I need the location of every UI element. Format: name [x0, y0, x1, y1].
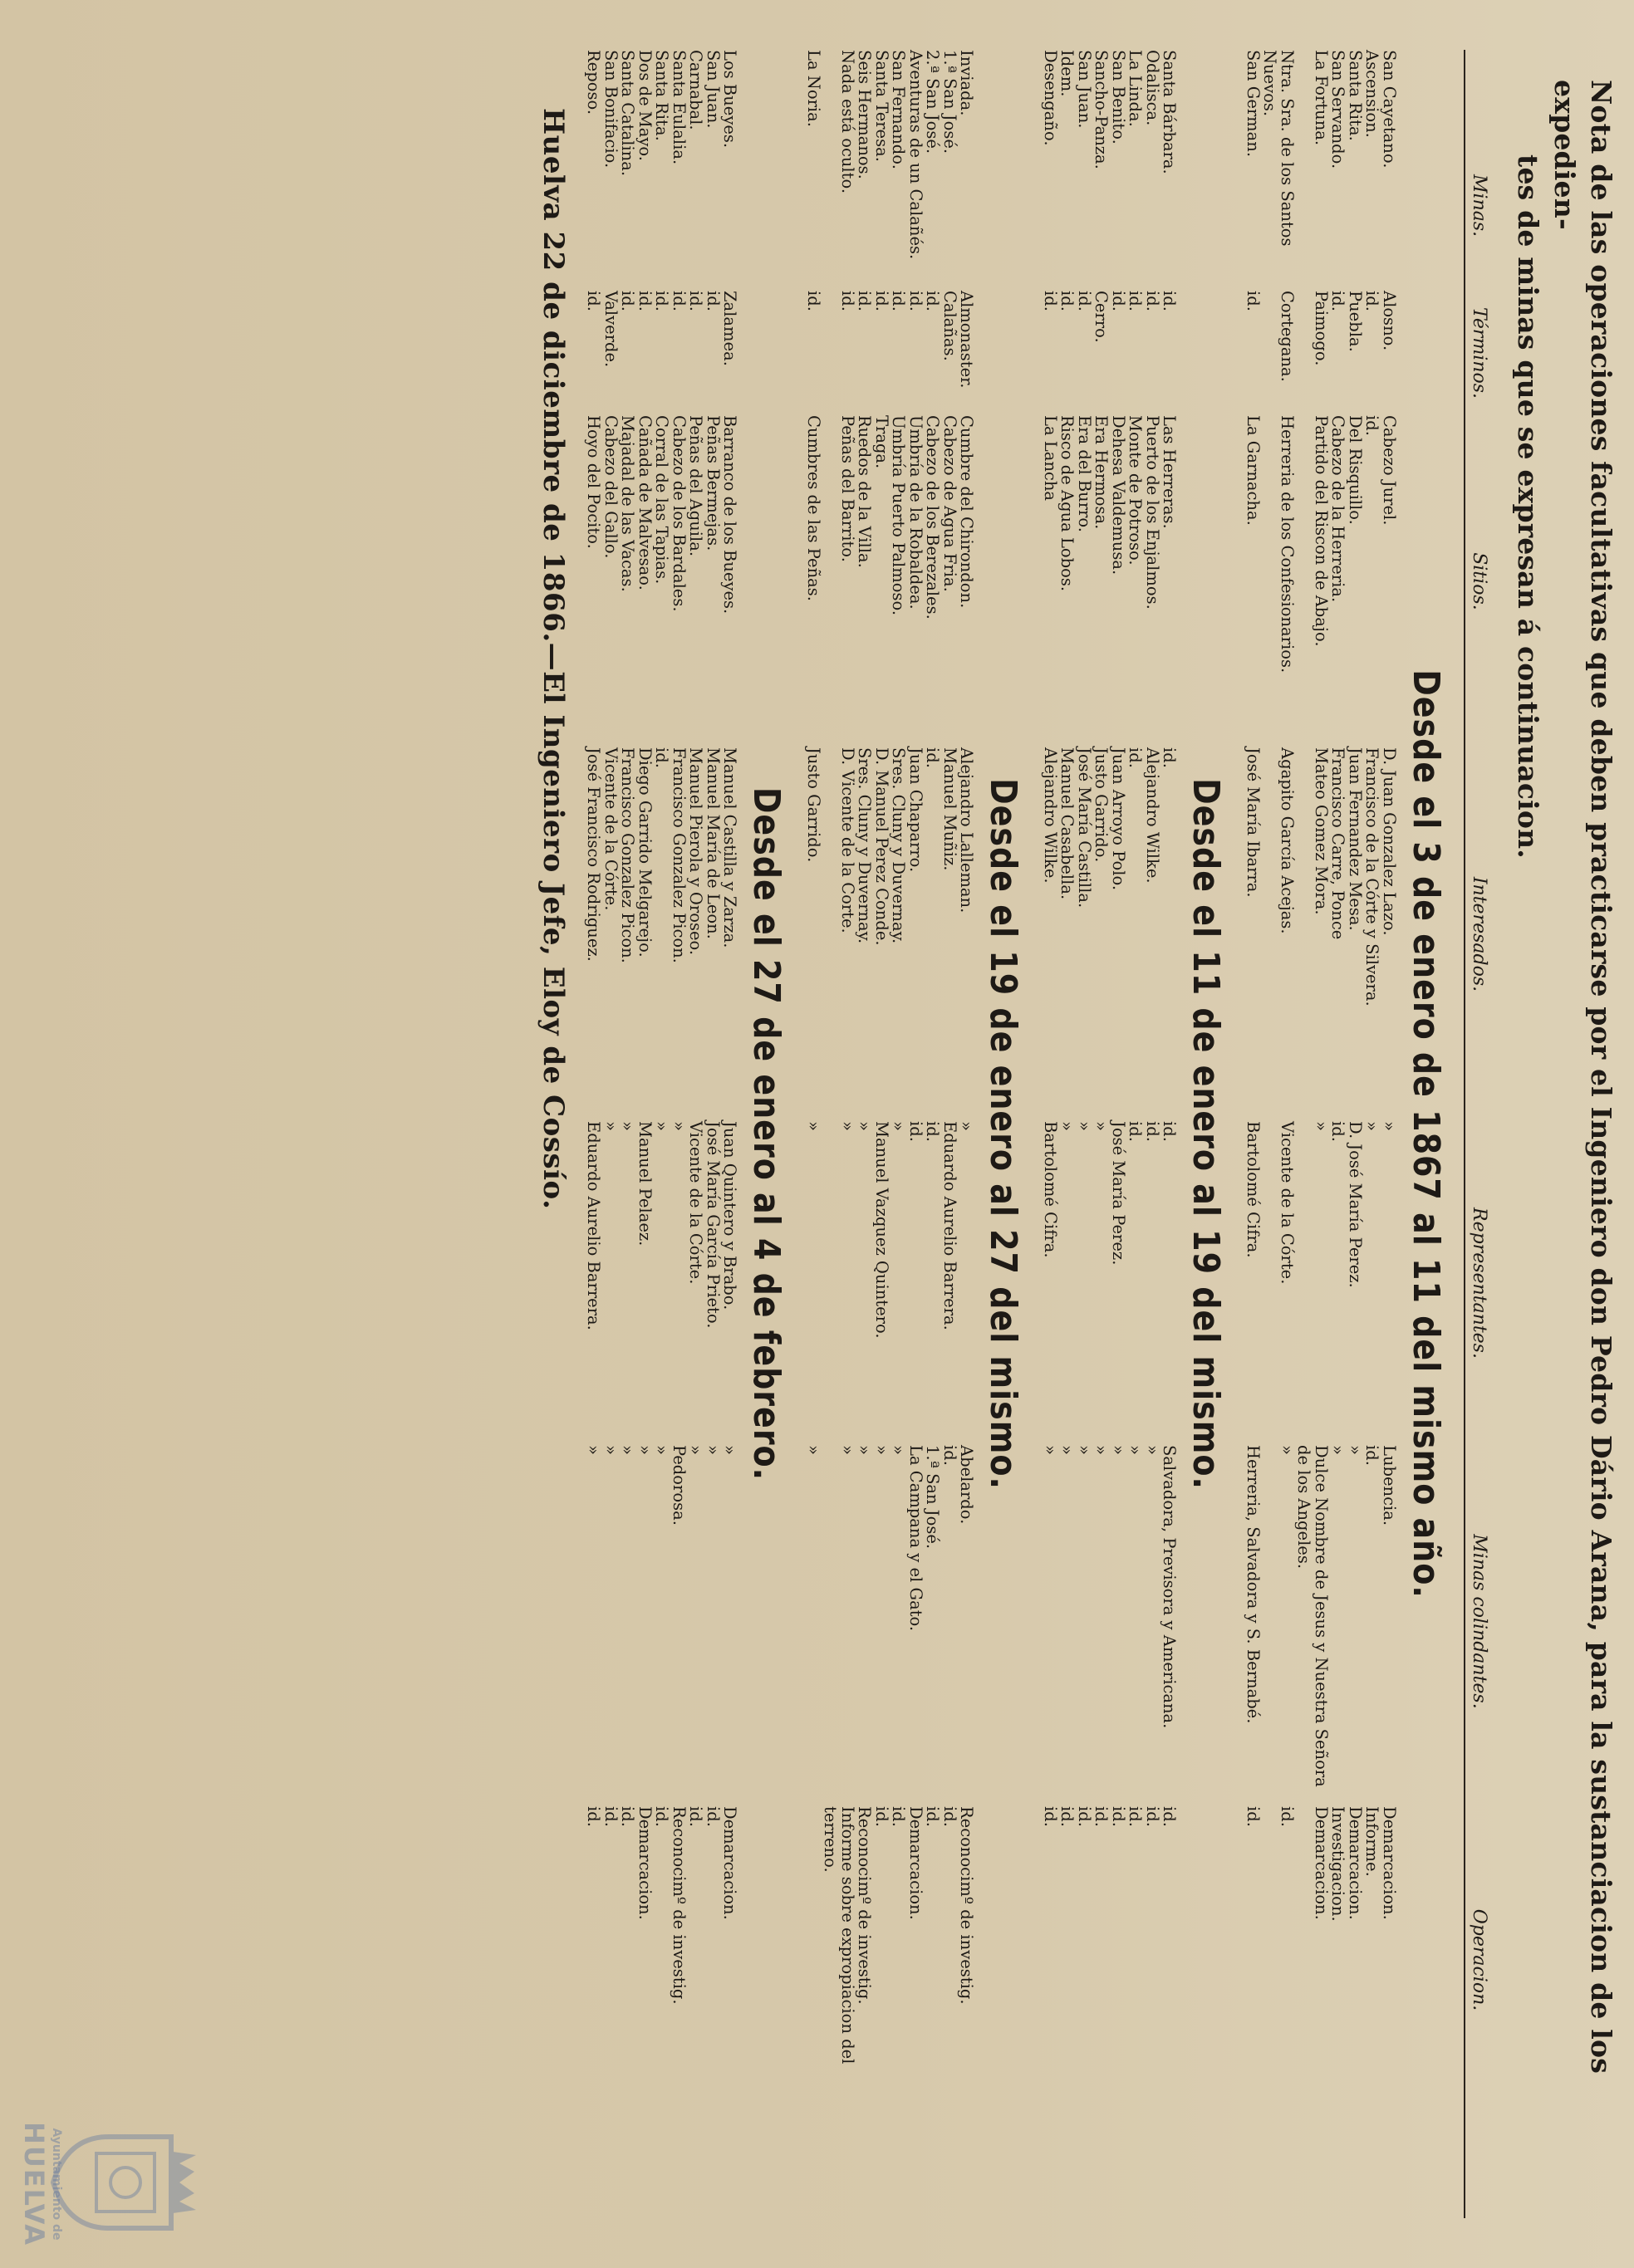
cell-operacion: Demarcacion. [906, 1806, 925, 1920]
section-title: Desde el 19 de enero al 27 del mismo. [983, 778, 1025, 1490]
cell-termino: Cortegana. [1278, 291, 1297, 382]
column-header-representantes: Representantes. [1469, 1207, 1489, 1359]
cell-mina: Santa Teresa. [872, 50, 891, 162]
section-title: Desde el 11 de enero al 19 del mismo. [1185, 778, 1228, 1490]
cell-mina: Odalisca. [1143, 50, 1162, 126]
table-row [687, 50, 704, 2218]
table-row [619, 50, 636, 2218]
column-header-minas-colindantes: Minas colindantes. [1469, 1534, 1489, 1709]
cell-representante: » [1312, 1121, 1331, 1131]
table-row [907, 50, 925, 2218]
cell-sitio: Peñas Bermejas. [704, 415, 723, 551]
cell-interesado: Alejandro Wilke. [1143, 747, 1162, 884]
cell-interesado: Juan Chaparro. [906, 747, 925, 873]
cell-interesado: id. [652, 747, 672, 768]
cell-sitio: Cabezo Jurel. [1380, 415, 1399, 526]
cell-operacion: id. [940, 1806, 959, 1827]
cell-mina: San Juan. [1075, 50, 1094, 129]
cell-representante: id. [923, 1121, 943, 1142]
cell-operacion: id. [1160, 1806, 1180, 1827]
table-row [1144, 50, 1161, 2218]
cell-representante: Eduardo Aurelio Barrera. [940, 1121, 959, 1330]
cell-interesado: Alejandro Wilke. [1041, 747, 1060, 884]
cell-operacion: id. [872, 1806, 891, 1827]
table-row [1076, 50, 1093, 2218]
cell-operacion: Demarcacion. [635, 1806, 655, 1920]
cell-representante: D. José María Perez. [1346, 1121, 1365, 1288]
cell-mina: Los Bueyes. [720, 50, 740, 149]
cell-interesado: José María Castilla. [1075, 747, 1094, 909]
cell-termino: id. [686, 291, 706, 311]
cell-minas-colindantes: » [1126, 1445, 1146, 1455]
column-header-sitios: Sitios. [1469, 552, 1489, 610]
cell-mina: Reposo. [584, 50, 604, 115]
cell-operacion: id. [923, 1806, 943, 1827]
cell-representante: » [618, 1121, 638, 1131]
cell-termino: Alosno. [1380, 291, 1399, 351]
cell-operacion: id. [584, 1806, 604, 1827]
cell-mina: San Fernando. [889, 50, 909, 169]
cell-termino: id. [704, 291, 723, 311]
cell-minas-colindantes: » [889, 1445, 909, 1455]
table-row [1329, 50, 1347, 2218]
cell-minas-colindantes: » [838, 1445, 857, 1455]
cell-termino: id. [1075, 291, 1094, 311]
cell-minas-colindantes: Salvadora, Previsora y Americana. [1160, 1445, 1180, 1729]
cell-termino: id. [872, 291, 891, 311]
cell-termino: id. [838, 291, 857, 311]
cell-termino: id. [1126, 291, 1146, 311]
cell-sitio: Peñas del Aguila. [686, 415, 706, 557]
cell-sitio: Umbría de la Robaldea. [906, 415, 925, 610]
cell-interesado: id. [1126, 747, 1146, 768]
table-row [585, 50, 602, 2218]
cell-termino: id. [1244, 291, 1263, 311]
cell-representante: Eduardo Aurelio Barrera. [584, 1121, 604, 1330]
cell-minas-colindantes: Herreria, Salvadora y S. Bernabé. [1244, 1445, 1263, 1724]
cell-mina: La Fortuna. [1312, 50, 1331, 146]
cell-minas-colindantes: id. [1362, 1445, 1382, 1466]
cell-sitio: Monte de Potroso. [1126, 415, 1146, 566]
cell-operacion: Informe. [1362, 1806, 1382, 1877]
cell-representante: » [1380, 1121, 1399, 1131]
cell-minas-colindantes: » [1041, 1445, 1060, 1455]
cell-representante: José María García Prieto. [704, 1121, 723, 1329]
cell-sitio: La Lancha [1041, 415, 1060, 502]
document-footer: Huelva 22 de diciembre de 1866.—El Ingeniero Jefe, Eloy de Cossío. [537, 108, 570, 1210]
cell-sitio: Las Herreras. [1160, 415, 1180, 529]
cell-sitio: Traga. [872, 415, 891, 469]
cell-mina: San Servando. [1328, 50, 1348, 169]
cell-termino: id. [1160, 291, 1180, 311]
cell-operacion: id. [1244, 1806, 1263, 1827]
cell-operacion: Demarcacion. [720, 1806, 740, 1920]
cell-termino: id. [804, 291, 823, 311]
cell-representante: » [838, 1121, 857, 1131]
cell-mina: Ascension. [1362, 50, 1382, 138]
cell-operacion: id. [1041, 1806, 1060, 1827]
table-row [602, 50, 620, 2218]
cell-interesado: id. [1160, 747, 1180, 768]
cell-operacion: id. [1109, 1806, 1128, 1827]
cell-minas-colindantes: » [1278, 1445, 1297, 1455]
cell-termino: id. [1143, 291, 1162, 311]
cell-representante: José María Perez. [1109, 1121, 1128, 1266]
cell-minas-colindantes: id. [940, 1445, 959, 1466]
cell-representante: » [1362, 1121, 1382, 1131]
cell-interesado: Sres. Cluny y Duvernay. [855, 747, 875, 944]
table-row [873, 50, 891, 2218]
table-row [1092, 50, 1110, 2218]
cell-operacion: Reconocimº de investig. [957, 1806, 977, 2005]
cell-sitio: Majadal de las Vacas. [618, 415, 638, 592]
cell-mina: San Benito. [1109, 50, 1128, 145]
cell-minas-colindantes: La Campana y el Gato. [906, 1445, 925, 1632]
cell-representante: id. [1328, 1121, 1348, 1142]
cell-operacion: Informe sobre expropiacion del terreno. [821, 1806, 857, 2065]
cell-representante: Vicente de la Córte. [686, 1121, 706, 1285]
cell-sitio: Barranco de los Bueyes. [720, 415, 740, 615]
cell-minas-colindantes: » [584, 1445, 604, 1455]
cell-representante: Bartolomé Cifra. [1041, 1121, 1060, 1258]
cell-representante: Manuel Pelaez. [635, 1121, 655, 1247]
table-row [670, 50, 688, 2218]
cell-termino: id. [923, 291, 943, 311]
cell-interesado: José Francisco Rodriguez. [584, 747, 604, 962]
table-row [958, 50, 975, 2218]
cell-mina: San German. [1244, 50, 1263, 158]
cell-minas-colindantes: Dulce Nombre de Jesus y Nuestra Señora de los Angeles. [1294, 1445, 1331, 1787]
cell-minas-colindantes: » [686, 1445, 706, 1455]
cell-representante: » [1075, 1121, 1094, 1131]
cell-representante: » [889, 1121, 909, 1131]
cell-interesado: Francisco Gonzalez Picon. [670, 747, 689, 963]
cell-operacion: id. [686, 1806, 706, 1827]
cell-representante: » [1092, 1121, 1111, 1131]
cell-representante: » [601, 1121, 621, 1131]
headline-line-1: Nota de las operaciones facultativas que deben practicarse por el Ingeniero don Pedro Dário Arana, para la sustanciacion de los expedien- [1548, 80, 1617, 2075]
cell-representante: id. [906, 1121, 925, 1142]
cell-mina: San Juan. [704, 50, 723, 129]
cell-operacion: id. [889, 1806, 909, 1827]
cell-mina: Santa Catalina. [618, 50, 638, 177]
watermark-caption: Ayuntamiento de [50, 2128, 63, 2241]
cell-operacion: Demarcacion. [1312, 1806, 1331, 1920]
cell-representante: Vicente de la Córte. [1278, 1121, 1297, 1285]
cell-minas-colindantes: » [704, 1445, 723, 1455]
cell-termino: Valverde. [601, 291, 621, 368]
cell-representante: Juan Quintero y Brabo. [720, 1121, 740, 1310]
cell-minas-colindantes: Lubencia. [1380, 1445, 1399, 1526]
cell-sitio: Ruedos de la Villa. [855, 415, 875, 568]
cell-interesado: Vicente de la Córte. [601, 747, 621, 911]
cell-termino: id. [670, 291, 689, 311]
cell-mina: La Noria. [804, 50, 823, 127]
cell-minas-colindantes: » [1328, 1445, 1348, 1455]
document-headline [1509, 80, 1619, 2218]
cell-mina: Santa Eulalia. [670, 50, 689, 165]
cell-interesado: D. Vicente de la Corte. [838, 747, 857, 933]
cell-minas-colindantes: » [720, 1445, 740, 1455]
cell-representante: id. [1126, 1121, 1146, 1142]
cell-sitio: Del Risquillo. [1346, 415, 1365, 525]
cell-mina: San Bonifacio. [601, 50, 621, 169]
cell-sitio: Puerto de los Enjalmos. [1143, 415, 1162, 610]
cell-mina: La Linda. [1126, 50, 1146, 127]
table-row [1295, 50, 1329, 2218]
cell-operacion: id. [618, 1806, 638, 1827]
table-row [1244, 50, 1262, 2218]
cell-sitio: Cabezo de Agua Fria. [940, 415, 959, 592]
cell-interesado: D. Manuel Perez Conde. [872, 747, 891, 946]
cell-mina: Aventuras de un Calañés. [906, 50, 925, 260]
cell-mina: Carnabal. [686, 50, 706, 130]
cell-termino: Puebla. [1346, 291, 1365, 352]
cell-sitio: Partido del Riscon de Abajo. [1312, 415, 1331, 647]
cell-sitio: Cumbre del Chirondon. [957, 415, 977, 609]
cell-sitio: La Garnacha. [1244, 415, 1263, 526]
cell-interesado: Justo Garrido. [1092, 747, 1111, 863]
table-row [1347, 50, 1364, 2218]
cell-representante: » [652, 1121, 672, 1131]
cell-termino: id. [906, 291, 925, 311]
cell-operacion: id. [652, 1806, 672, 1827]
table-row [636, 50, 654, 2218]
table-row [704, 50, 722, 2218]
cell-minas-colindantes: » [1092, 1445, 1111, 1455]
cell-interesado: Manuel María de Leon. [704, 747, 723, 939]
sections-container [585, 50, 1447, 2218]
cell-representante: » [855, 1121, 875, 1131]
column-header-interesados: Interesados. [1469, 876, 1489, 992]
cell-sitio: id. [1362, 415, 1382, 436]
cell-representante: Bartolomé Cifra. [1244, 1121, 1263, 1258]
cell-sitio: Cabezo de los Bardales. [670, 415, 689, 612]
cell-interesado: Francisco Gonzalez Picon. [618, 747, 638, 963]
cell-mina: San Cayetano. [1380, 50, 1399, 169]
cell-sitio: Era del Burro. [1075, 415, 1094, 532]
cell-representante: » [1057, 1121, 1077, 1131]
cell-operacion: id. [704, 1806, 723, 1827]
table-row [941, 50, 959, 2218]
cell-termino: id. [584, 291, 604, 311]
cell-minas-colindantes: Pedorosa. [670, 1445, 689, 1526]
table-row [1381, 50, 1398, 2218]
cell-mina: Santa Rita. [1346, 50, 1365, 141]
cell-termino: id. [1109, 291, 1128, 311]
cell-operacion [805, 1798, 822, 2122]
cell-interesado: Manuel Castilla y Zarza. [720, 747, 740, 948]
cell-sitio: Dehesa Valdemusa. [1109, 415, 1128, 576]
column-header-operacion: Operacion. [1469, 1908, 1489, 2011]
cell-mina: Dos de Mayo. [635, 50, 655, 162]
cell-operacion: Investigacion. [1328, 1806, 1348, 1922]
cell-termino: id. [855, 291, 875, 311]
table-row [822, 50, 856, 2218]
cell-interesado: D. Juan Gonzalez Lazo. [1380, 747, 1399, 936]
cell-operacion: id. [1143, 1806, 1162, 1827]
cell-operacion: Demarcacion. [1346, 1806, 1365, 1920]
table-row [856, 50, 873, 2218]
table-row [890, 50, 907, 2218]
cell-mina: 2.ª San José. [923, 50, 943, 154]
cell-termino: Cerro. [1092, 291, 1111, 343]
cell-mina: Desengaño. [1041, 50, 1060, 146]
cell-sitio: Cumbres de las Peñas. [804, 415, 823, 601]
cell-mina: Nada está oculto. [838, 50, 857, 194]
cell-minas-colindantes: 1.ª San José. [923, 1445, 943, 1550]
table-row [1058, 50, 1076, 2218]
cell-operacion: Reconocimº de investig. [855, 1806, 875, 2005]
cell-mina: Inviada. [957, 50, 977, 116]
cell-interesado: Alejandro Lalleman. [957, 747, 977, 914]
cell-mina: Sancho-Panza. [1092, 50, 1111, 169]
cell-sitio: Era Hermosa. [1092, 415, 1111, 530]
cell-sitio: Peñas del Barrito. [838, 415, 857, 562]
cell-mina: Idem. [1057, 50, 1077, 97]
cell-minas-colindantes: » [1346, 1445, 1365, 1455]
cell-interesado: Francisco de la Córte y Silvera. [1362, 747, 1382, 1007]
cell-sitio: Cabezo de la Herreria. [1328, 415, 1348, 603]
cell-sitio: Cañada de Malvesao. [635, 415, 655, 590]
cell-termino: id. [618, 291, 638, 311]
cell-termino: id. [1041, 291, 1060, 311]
cell-mina: Santa Rita. [652, 50, 672, 141]
cell-sitio: Corral de las Tapias. [652, 415, 672, 585]
cell-termino: Almonaster. [957, 291, 977, 389]
cell-minas-colindantes: » [855, 1445, 875, 1455]
cell-termino: Calañas. [940, 291, 959, 361]
cell-interesado: Justo Garrido. [804, 747, 823, 863]
cell-representante: Manuel Vazquez Quintero. [872, 1121, 891, 1339]
cell-sitio: Cabezo del Gallo. [601, 415, 621, 559]
cell-representante: id. [1143, 1121, 1162, 1142]
cell-mina: 1.ª San José. [940, 50, 959, 154]
cell-interesado: Francisco Carre, Ponce [1328, 747, 1348, 940]
cell-termino: Zalamea. [720, 291, 740, 366]
cell-minas-colindantes: » [1109, 1445, 1128, 1455]
column-header-terminos: Términos. [1469, 306, 1489, 399]
coat-of-arms-icon [47, 2120, 204, 2245]
cell-operacion: id. [1278, 1806, 1297, 1827]
cell-minas-colindantes: » [804, 1445, 823, 1455]
cell-interesado: Juan Fernandez Mesa. [1346, 747, 1365, 931]
cell-representante: » [957, 1121, 977, 1131]
cell-termino: id. [652, 291, 672, 311]
cell-minas-colindantes: » [618, 1445, 638, 1455]
cell-termino: id. [635, 291, 655, 311]
cell-operacion: id. [601, 1806, 621, 1827]
cell-operacion: Demarcacion. [1380, 1806, 1399, 1920]
cell-operacion: id. [1126, 1806, 1146, 1827]
table-row [1363, 50, 1381, 2218]
section-title: Desde el 27 de enero al 4 de febrero. [746, 786, 788, 1482]
cell-interesado: Mateo Gomez Mora. [1312, 747, 1331, 915]
cell-interesado: Manuel Pierola y Oroseo. [686, 747, 706, 956]
cell-mina: Ntra. Sra. de los Santos Nuevos. [1260, 50, 1297, 247]
cell-sitio: Umbría Puerto Palmoso. [889, 415, 909, 616]
cell-minas-colindantes: » [635, 1445, 655, 1455]
cell-sitio: Hoyo del Pocito. [584, 415, 604, 549]
table-row [1110, 50, 1127, 2218]
cell-interesado: Sres. Cluny y Duvernay. [889, 747, 909, 944]
cell-interesado: José María Ibarra. [1244, 747, 1263, 898]
cell-mina: Seis Hermanos. [855, 50, 875, 179]
table-row [924, 50, 941, 2218]
cell-representante: » [670, 1121, 689, 1131]
cell-operacion: id. [1075, 1806, 1094, 1827]
table-row [653, 50, 670, 2218]
cell-operacion: id. [1092, 1806, 1111, 1827]
cell-mina: Santa Bárbara. [1160, 50, 1180, 174]
cell-termino: id. [1362, 291, 1382, 311]
cell-interesado: id. [923, 747, 943, 768]
cell-interesado: Agapito García Acejas. [1278, 747, 1297, 934]
cell-minas-colindantes: Abelardo. [957, 1445, 977, 1525]
cell-interesado: Manuel Muñiz. [940, 747, 959, 871]
cell-interesado: Juan Arroyo Polo. [1109, 747, 1128, 891]
cell-minas-colindantes: » [872, 1445, 891, 1455]
cell-minas-colindantes: » [1057, 1445, 1077, 1455]
table-row [721, 50, 738, 2218]
table-row [1160, 50, 1178, 2218]
cell-sitio: Cabezo de los Berezales. [923, 415, 943, 620]
table-row [1042, 50, 1059, 2218]
cell-minas-colindantes: » [1143, 1445, 1162, 1455]
table-row [1126, 50, 1144, 2218]
cell-minas-colindantes: » [601, 1445, 621, 1455]
watermark-label: HUELVA [18, 2122, 50, 2246]
cell-sitio: Herreria de los Confesionarios. [1278, 415, 1297, 674]
cell-minas-colindantes: » [1075, 1445, 1094, 1455]
cell-termino: id. [889, 291, 909, 311]
cell-operacion: id. [1057, 1806, 1077, 1827]
cell-termino: Paimogo. [1312, 291, 1331, 366]
cell-operacion: Reconocimº de investig. [670, 1806, 689, 2005]
cell-representante: id. [1160, 1121, 1180, 1142]
cell-interesado: Manuel Casabella. [1057, 747, 1077, 900]
cell-sitio: Risco de Agua Lobos. [1057, 415, 1077, 592]
section-title: Desde el 3 de enero de 1867 al 11 del mismo año. [1405, 669, 1448, 1599]
cell-representante: » [804, 1121, 823, 1131]
column-header-minas: Minas. [1469, 174, 1489, 238]
cell-termino: id. [1057, 291, 1077, 311]
headline-line-2: tes de minas que se expresan á continuacion. [1512, 154, 1544, 859]
cell-interesado: Diego Garrido Melgarejo. [635, 747, 655, 958]
cell-termino: id. [1328, 291, 1348, 311]
watermark-text [18, 2122, 63, 2246]
cell-minas-colindantes: » [652, 1445, 672, 1455]
table-row [805, 50, 822, 2218]
table-row [1261, 50, 1295, 2218]
column-header-row [1464, 50, 1489, 2218]
